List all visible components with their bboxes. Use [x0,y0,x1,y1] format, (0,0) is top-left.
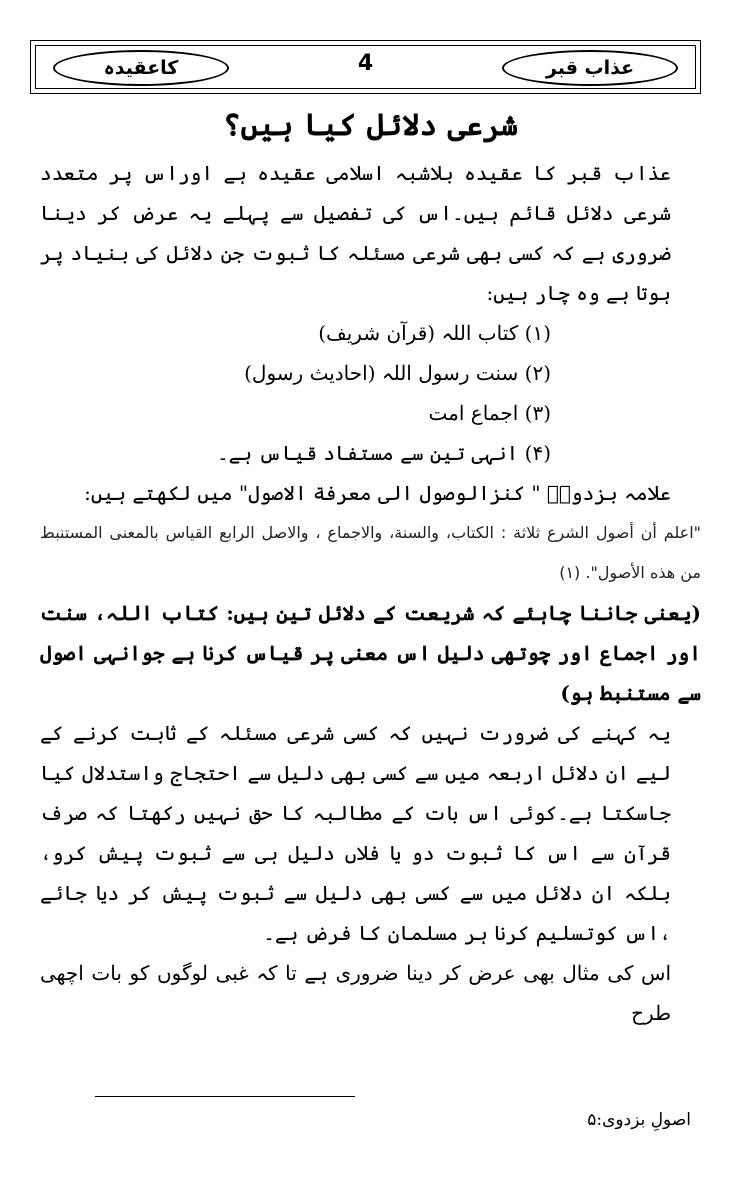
body-paragraph-2: یہ کہنے کی ضرورت نہیں کہ کسی شرعی مسئلہ کے ثابت کرنے کے لیے ان دلائل اربعہ میں سے کسی بھی دلیل سے احتجاج واستدلال کیا جاسکتا ہے۔کوئی اس بات کے مطالبہ کا حق نہیں رکھتا کہ صرف قرآن سے اس کا ثبوت دو یا فلاں دلیل ہی سے ثبوت پیش کرو، بلکہ ان دلائل میں سے کسی بھی دلیل سے ثبوت پیش کر دیا جائے ،اس کوتسلیم کرنا ہر مسلمان کا فرض ہے۔ [40,721,671,945]
section-title: شرعی دلائل کیا ہیں؟ [222,108,518,143]
evidence-item-1: (۱) کتاب اللہ (قرآن شریف) [318,321,551,345]
footnote: اصولِ بزدوی:۵ [587,1110,691,1130]
header-book-title-pill: عذاب قبر [502,50,678,86]
evidence-item-4: (۴) انہی تین سے مستفاد قیاس ہے۔ [216,441,551,465]
arabic-quote: "اعلم أن أصول الشرع ثلاثة : الكتاب، والسنة، والاجماع ، والاصل الرابع القياس بالمعنى المستنبط من هذه الأصول". (۱) [40,523,701,582]
page-body [40,108,701,1033]
evidence-item-3: (۳) اجماع امت [428,401,551,425]
body-paragraph-3: اس کی مثال بھی عرض کر دینا ضروری ہے تا کہ غبی لوگوں کو بات اچھی طرح [40,961,672,1025]
evidence-item-2: (۲) سنت رسول اللہ (احادیث رسول) [244,361,551,385]
intro-paragraph: عذاب قبر کا عقیدہ بلاشبہ اسلامی عقیدہ ہے اوراس پر متعدد شرعی دلائل قائم ہیں۔اس کی تفصیل سے پہلے یہ عرض کر دینا ضروری ہے کہ کسی بھی شرعی مسئلہ کا ثبوت جن دلائل کی بنیاد پر ہوتا ہے وہ چار ہیں: [40,161,671,305]
page-number: 4 [357,51,374,76]
translation-paragraph: (یعنی جاننا چاہئے کہ شریعت کے دلائل تین ہیں: کتاب اللہ، سنت اور اجماع اور چوتھی دلیل اس معنی پر قیاس کرنا ہے جوانہی اصول سے مستنبط ہو) [40,601,701,705]
footnote-divider [95,1096,355,1097]
page-header-frame [30,40,701,94]
header-subtitle-pill: کاعقیدہ [53,50,229,86]
citation-intro: علامہ بزدویؒ " کنزالوصول الی معرفة الاصول" میں لکھتے ہیں: [84,481,671,505]
